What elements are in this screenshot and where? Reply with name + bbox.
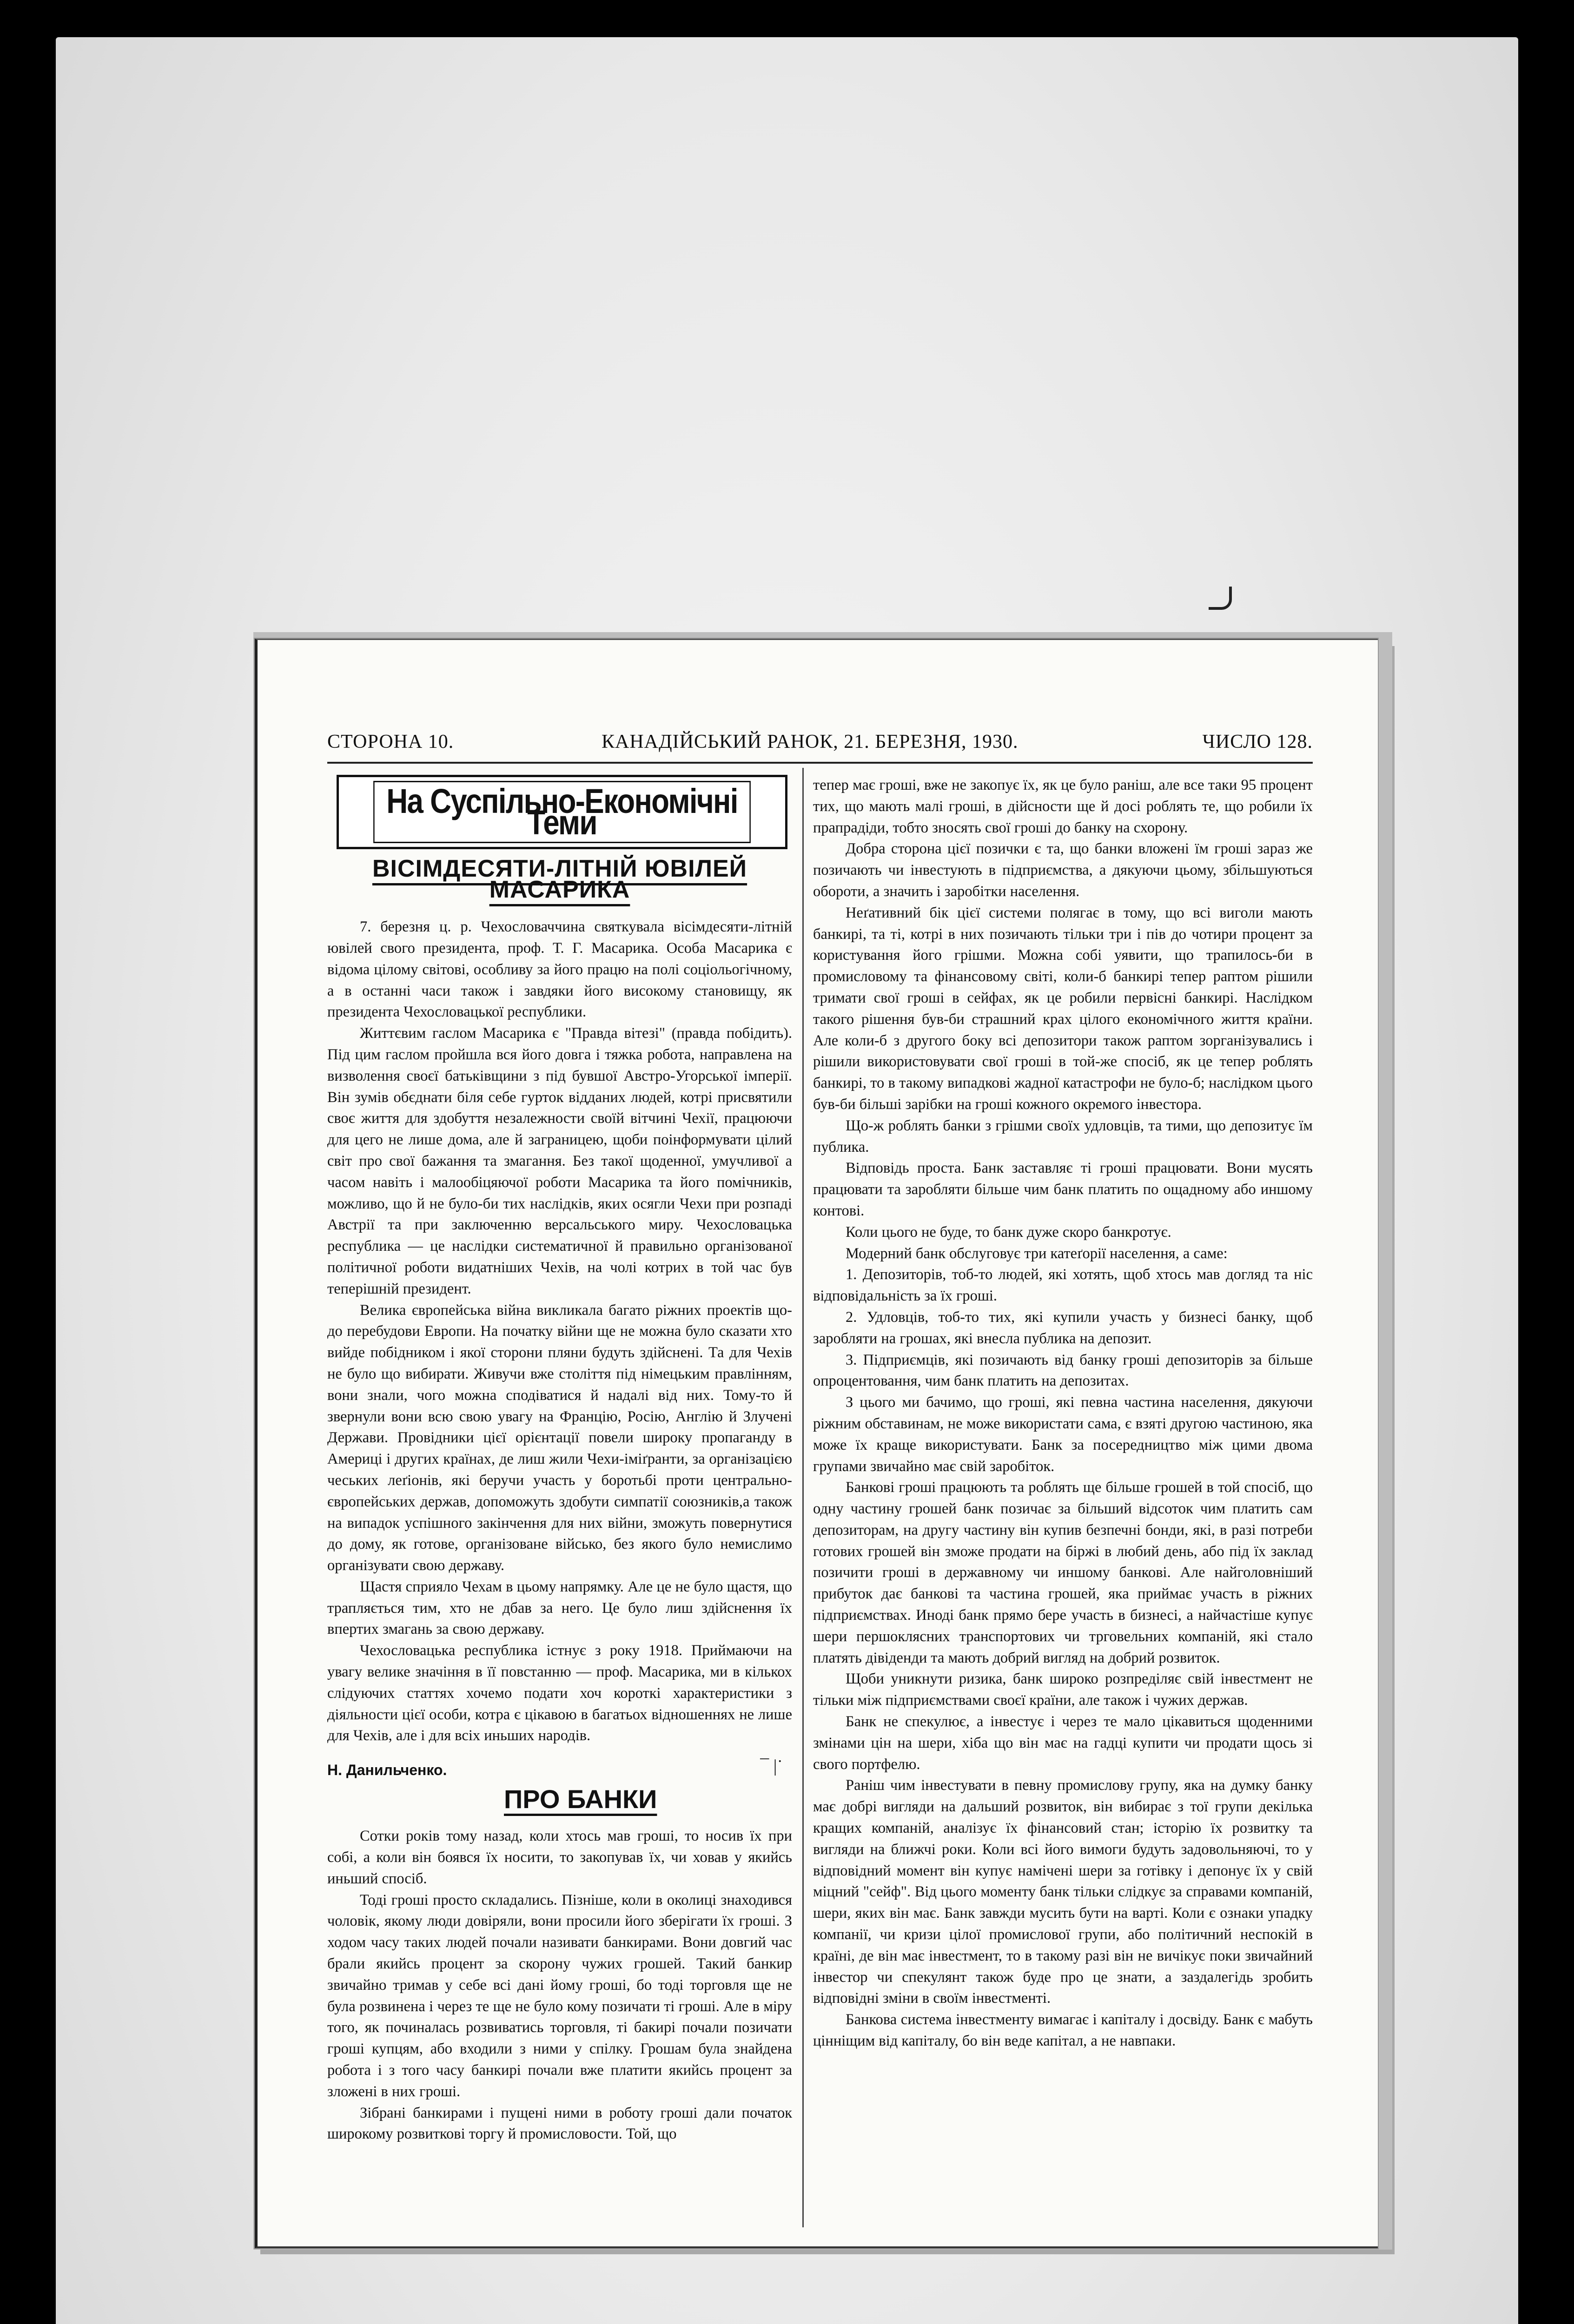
article-paragraph: Життєвим гаслом Масарика є "Правда вітезі" (правда побідить). Під цим гаслом пройшла вся його довга і тяжка робота, направлена на визволення своєї батьківщини з під бувшої Австро-Угорської імперії. Він зумів обєднати біля себе гурток відданих людей, котрі присвятили своє життя для здобуття незалежности своїй вітчині Чехії, працюючи для цего не лише дома, але й заграницею, щоби поінформувати цілий світ про свої бажання та змагання. Без такої щоденної, умучливої а часом навіть і малообіцяючої роботи Масарика та його помічників, можливо, що й не було-би тих наслідків, яких осягли Чехи при розпаді Австрії та при заключенню версальського миру. Чехословацька республика — це наслідки систематичної й правильно організованої політичної роботи видатніших Чехів, на чолі котрих в той час був теперішній президент. xyxy=(327,1025,792,1297)
article-paragraph: 2. Удловців, тоб-то тих, які купили участь у бизнесі банку, щоб заробляти на грошах, які внесла публика на депозит. xyxy=(813,1308,1313,1347)
article-paragraph: 1. Депозиторів, тоб-то людей, які хотять, щоб хтось мав догляд та ніс відповідальність за їх гроші. xyxy=(813,1266,1313,1305)
article-paragraph: Банкова система інвестменту вимагає і капіталу і досвіду. Банк є мабуть цінніщим від капіталу, бо він веде капітал, а не навпаки. xyxy=(813,2011,1313,2050)
masthead-date: КАНАДІЙСЬКИЙ РАНОК, 21. БЕРЕЗНЯ, 1930. xyxy=(602,731,1018,753)
article-paragraph: Коли цього не буде, то банк дуже скоро банкротує. xyxy=(846,1223,1171,1241)
scan-corner-mark xyxy=(1209,587,1232,610)
article-title-row xyxy=(327,1784,792,1826)
left-column xyxy=(327,775,792,2145)
newspaper-page xyxy=(255,639,1378,2248)
issue-number: ЧИСЛО 128. xyxy=(1202,731,1313,753)
article-paragraph: Відповідь проста. Банк заставляє ті гроші працювати. Вони мусять працювати та заробляти більше чим банк платить по ощадному або иншому контові. xyxy=(813,1160,1313,1219)
article-title-banks: ПРО БАНКИ xyxy=(504,1784,657,1814)
section-banner-title: На Суспільно-Економічні Теми xyxy=(373,781,751,843)
page-header xyxy=(327,731,1313,759)
article-paragraph: Велика європейська війна викликала багато ріжних проектів що-до перебудови Европи. На початку війни ще не можна було сказати хто вийде побідником і якої сторони пляни будуть здійснені. Та для Чехів не було що вибирати. Живучи вже століття під німецьким правлінням, вони знали, чого можна сподіватися й надалі від них. Тому-то й звернули вони всю свою увагу на Францію, Росію, Англію й Злучені Держави. Провідники цієї орієнтації повели широку пропаганду в Америці і других країнах, де лиш жили Чехи-іміґранти, за організацією чеських леґіонів, які беручи участь у боротьбі проти центрально-європейських держав, допоможуть здобути симпатії союзників,а також на випадок успішного закінчення для них війни, зможуть повернутися до дому, як готове, організоване військо, без якого було немислимо організувати свою державу. xyxy=(327,1301,792,1574)
article-paragraph: Неґативний бік цієї системи полягає в тому, що всі виголи мають банкирі, та ті, котрі в них позичають тільки три і пів до чотири процент за користування його грішми. Можна собі уявити, що трапилось-би в промисловому та фінансовому світі, коли-б банкирі тепер раптом рішили тримати свої гроші в сейфах, як це робили первісні банкирі. Наслідком такого рішення був-би страшний крах цілого економічного життя країни. Але коли-б з другого боку всі депозитори також раптом зорганізувались і рішили використовувати свої гроші в той-же спосіб, як це тепер роблять банкирі, то в такому випадкові жадної катастрофи не було-б; наслідком цього був-би більші зарібки на гроші кожного окремого інвестора. xyxy=(813,904,1313,1113)
article-paragraph: Зібрані банкирами і пущені ними в роботу гроші дали початок широкому розвиткові торгу й промисловости. Той, що xyxy=(327,2104,792,2143)
article-paragraph: Модерний банк обслуговує три катеґорії населення, а саме: xyxy=(846,1245,1228,1262)
article-title-masaryk: ВІСІМДЕСЯТИ-ЛІТНІЙ ЮВІЛЕЙ МАСАРИКА xyxy=(372,855,747,904)
column-rule xyxy=(802,768,804,2227)
article-paragraph: Тоді гроші просто складались. Пізніше, коли в околиці знаходився чоловік, якому люди довіряли, вони просили його зберігати їх гроші. З ходом часу таких людей почали називати банкирами. Вони довгий час брали якийсь процент за скорону чужих грошей. Такий банкир звичайно тримав у себе всі дані йому гроші, бо тоді торговля ще не була розвинена і через те ще не було кому позичати ті гроші. Але в міру того, як починалась розвиватись торговля, ті бакирі почали позичати гроші купцям, або входили з ними у спілку. Грошам була знайдена робота і з того часу банкирі почали вже платити якийсь процент за зложені в них гроші. xyxy=(327,1891,792,2100)
article-paragraph: Добра сторона цієї позички є та, що банки вложені їм гроші зараз же позичають чи інвестують в підприємства, а дякуючи цьому, збільшуються обороти, а значить і заробітки населення. xyxy=(813,840,1313,900)
article-paragraph: Сотки років тому назад, коли хтось мав гроші, то носив їх при собі, а коли він боявся їх носити, то закопував їх, чи ховав у якийсь иньший спосіб. xyxy=(327,1828,792,1887)
article-paragraph: 3. Підприємців, які позичають від банку гроші депозиторів за більше опроцентовання, чим банк платить на депозитах. xyxy=(813,1351,1313,1390)
article-paragraph: Щоби уникнути ризика, банк широко розпреділяє свій інвестмент не тільки між підприємствами своєї країни, але також і чужих держав. xyxy=(813,1670,1313,1709)
article-paragraph: Що-ж роблять банки з грішми своїх удловців, та тими, що депозитує їм публика. xyxy=(813,1117,1313,1155)
page-number: СТОРОНА 10. xyxy=(327,731,454,753)
article-paragraph: Щастя сприяло Чехам в цьому напрямку. Але це не було щастя, що трапляється тим, хто не дбав за него. Це було лиш здійснення їх впертих змагань за свою державу. xyxy=(327,1578,792,1638)
article-paragraph: Чехословацька республика істнує з року 1918. Приймаючи на увагу велике значіння в її повстанню — проф. Масарика, ми в кількох слідуючих статтях хочемо подати хоч короткі характеристики з діяльности цієї особи, котра є цікавою в багатьох відношеннях не лише для Чехів, але і для всіх иньших народів. xyxy=(327,1642,792,1744)
article-paragraph: Раніш чим інвестувати в певну промислову групу, яка на думку банку має добрі вигляди на дальший розвиток, він вибирає з тої групи декілька кращих компаній, аналізує їх фінансовий стан; історію їх розвитку та вигляди на ближчі роки. Коли всі його вимоги будуть задовольняючі, то у відповідний момент він купує намічені шери за готівку і депонує їх у свій міцний "сейф". Від цього моменту банк тільки слідкує за справами компаній, шери, яких він має. Банк завжди мусить бути на варті. Коли є ознаки упадку компанії, чи кризи цілої промислової групи, або політичний неспокій в країні, де він має інвестмент, то в такому разі він не вичікує поки звичайний інвестор чи спекулянт також буде про це знати, а заздалегідь зробить відповідні зміни в своїм інвестменті. xyxy=(813,1777,1313,2007)
right-column xyxy=(813,775,1313,2052)
article-paragraph: Банк не спекулює, а інвестує і через те мало цікавиться щоденними змінами цін на шери, хіба що він має на гадці купити чи продати щось зі свого портфелю. xyxy=(813,1713,1313,1773)
article-paragraph: 7. березня ц. р. Чехословаччина святкувала вісімдесяти-літній ювілей свого президента, проф. Т. Г. Масарика. Особа Масарика є відома цілому світові, особливу за його працю на полі соціольогічному, а в останні часи також і завдяки його високому становищу, як президента Чехословацької республики. xyxy=(327,918,792,1021)
header-rule xyxy=(327,762,1313,764)
section-banner xyxy=(337,775,787,849)
article-paragraph: З цього ми бачимо, що гроші, які певна частина населення, дякуючи ріжним обставинам, не може використати сама, є взяті другою частиною, яка може їх краще використувати. Банк за посередництво між цими двома групами звичайно має свій заробіток. xyxy=(813,1394,1313,1475)
article-paragraph: Банкові гроші працюють та роблять ще більше грошей в той спосіб, що одну частину грошей банк позичає за більший відсоток чим платить сам депозиторам, на другу частину він купив безпечні бонди, які, в разі потреби готових грошей він зможе продати на біржі в любий день, або під їх заклад позичити гроші в державному чи иншому банкові. Але найголовніший прибуток дає банкові та частина грошей, яка приймає участь в ріжних підприємствах. Иноді банк прямо бере участь в бизнесі, а найчастіше купує шери першоклясних транспортових чи трговельних компаній, які стало платять дівіденди та мають добрий вигляд на добрий розвиток. xyxy=(813,1479,1313,1666)
byline-row xyxy=(327,1756,792,1784)
print-marks: ¯ |˙ xyxy=(760,1756,783,1776)
author-byline: Н. Данильченко. xyxy=(327,1762,447,1779)
article-paragraph: тепер має гроші, вже не закопує їх, як це було раніш, але все таки 95 процент тих, що мають малі гроші, в дійсности ще й досі роблять те, що робили їх прапрадіди, тобто зносять свої гроші до банку на схорону. xyxy=(813,777,1313,836)
